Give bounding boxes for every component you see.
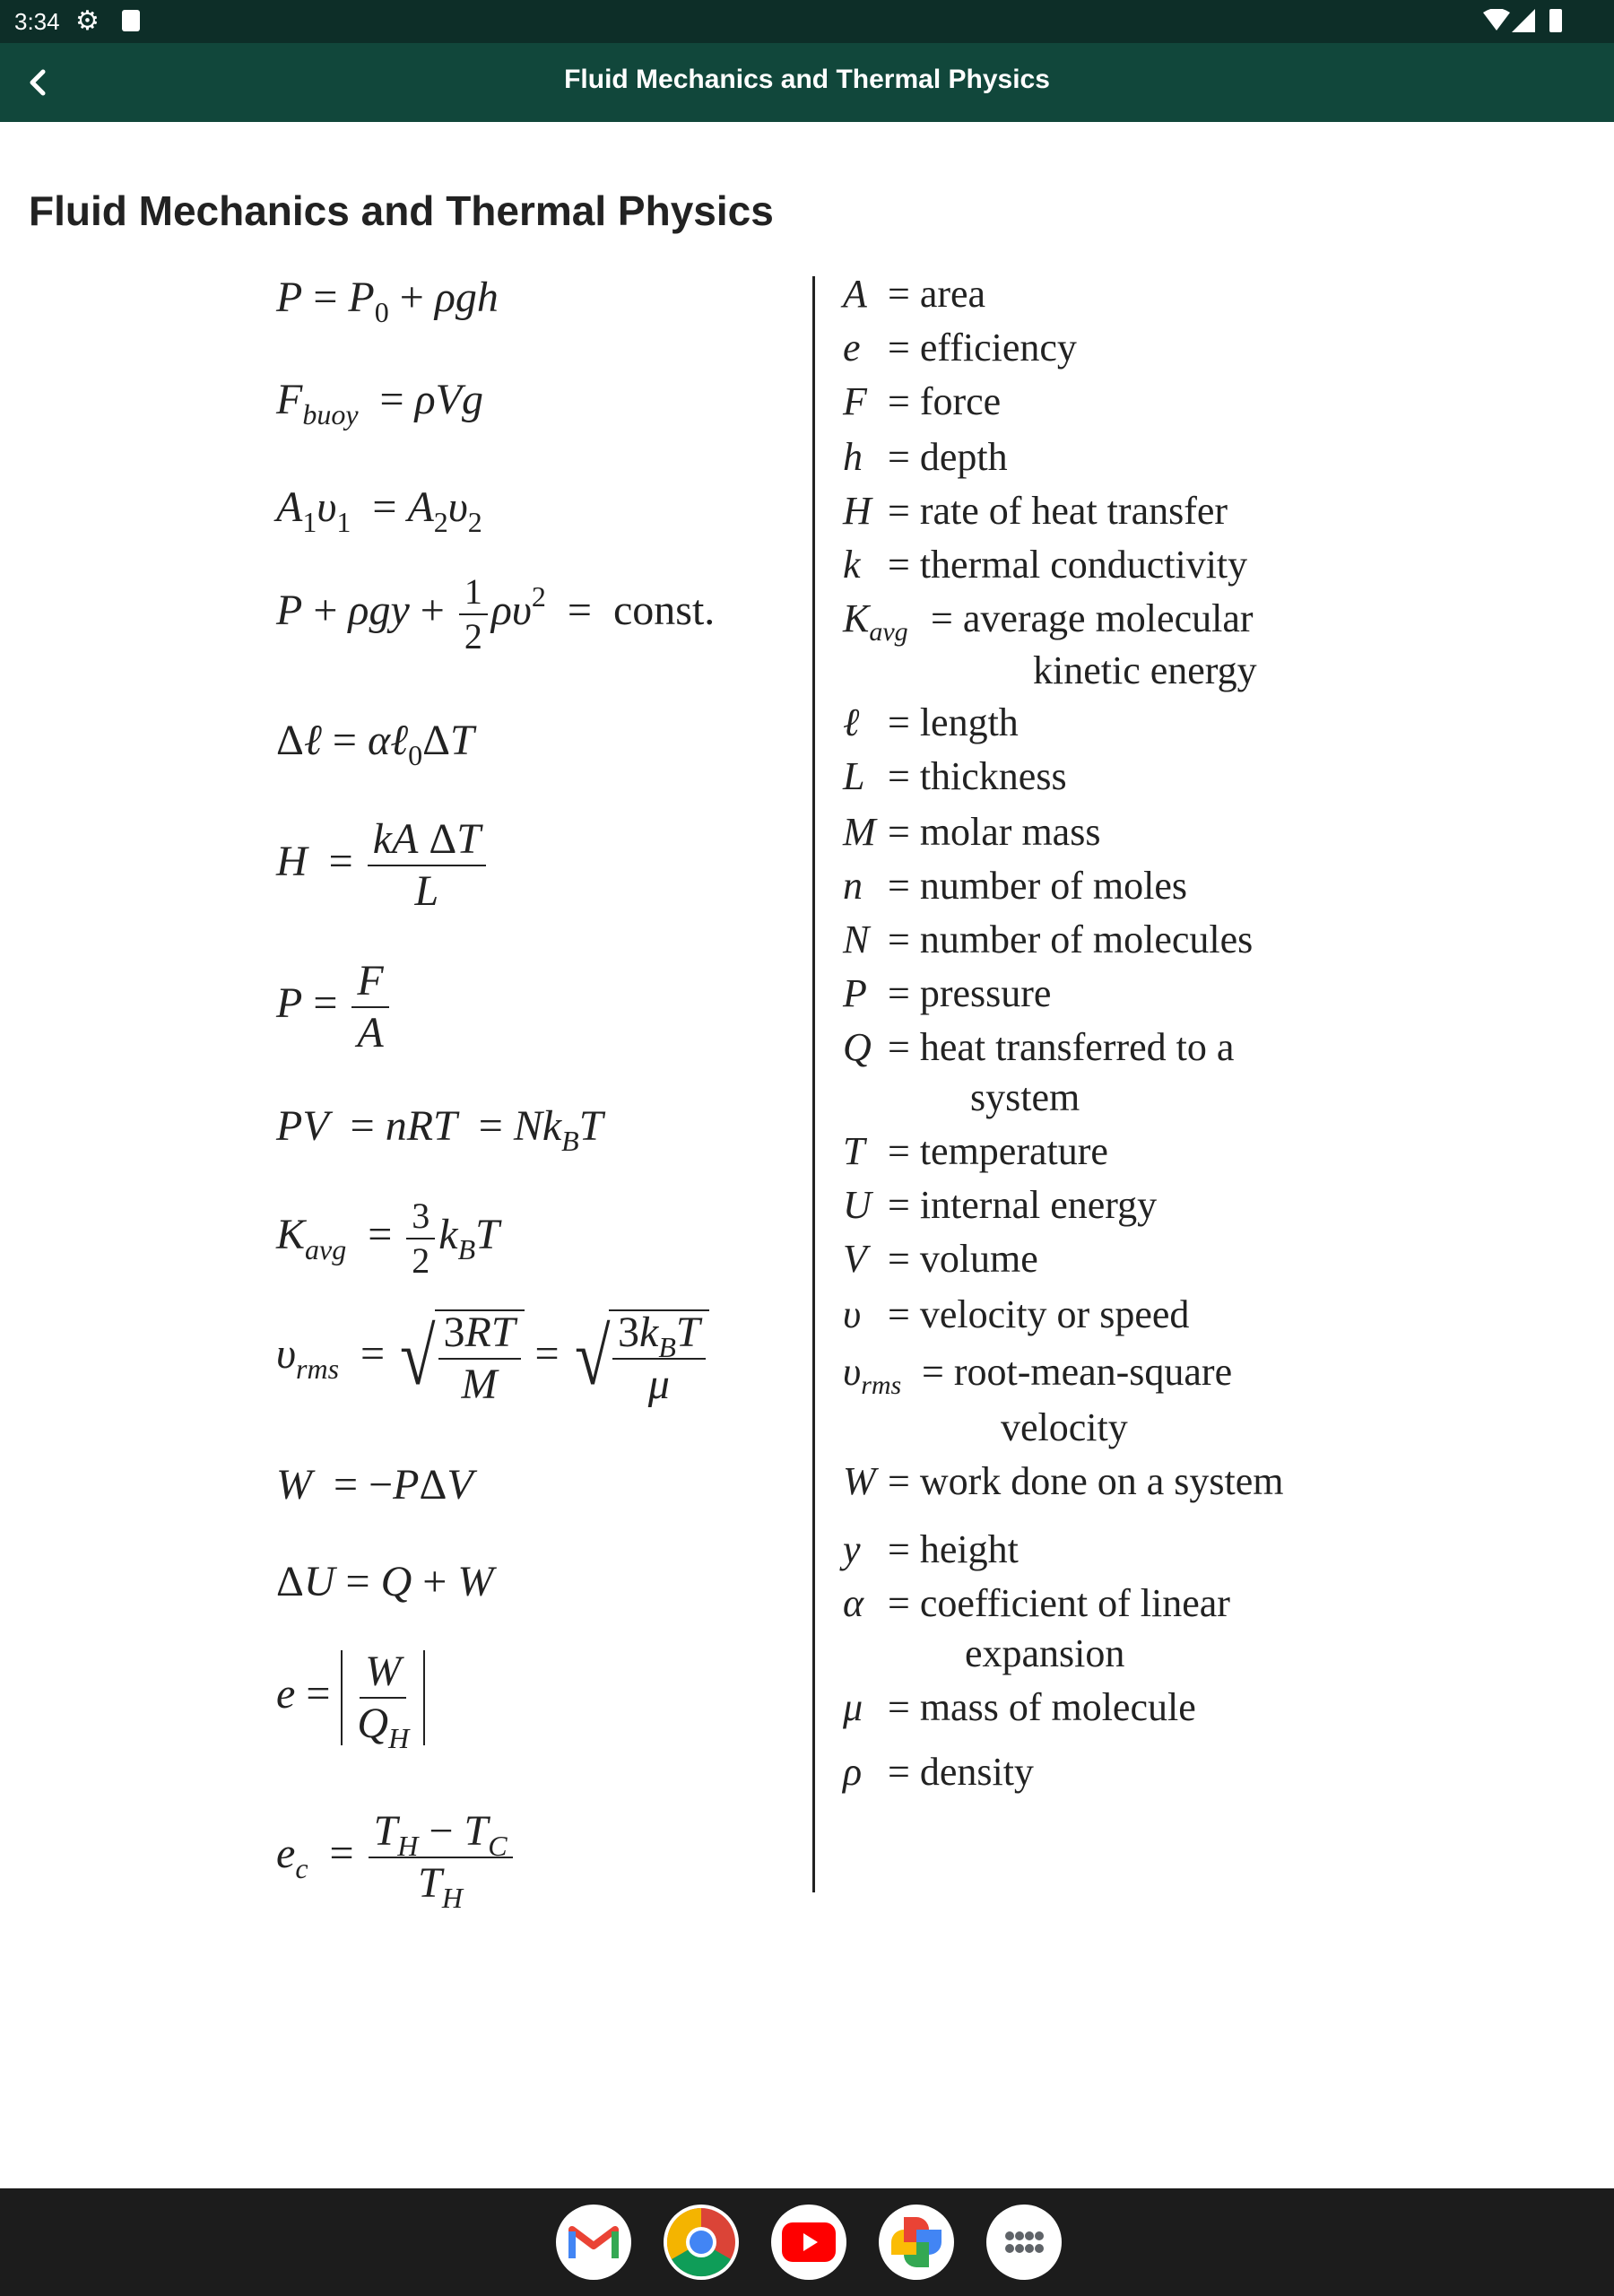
definition-continuation: velocity — [1001, 1405, 1128, 1449]
equation-pressure: P = $\frac{F}{A}$ — [276, 960, 393, 1055]
definition-row: H = rate of heat transfer — [843, 489, 1228, 533]
definition-row: υ = velocity or speed — [843, 1292, 1190, 1336]
equation-heat-conduction: H = $\frac{\text{kA ΔT}}{L}$ — [276, 818, 490, 913]
battery-icon — [1549, 9, 1562, 32]
equation-rms-velocity: $\upsilon_{rms}$ = √ $\frac{3RT}{M}$ = √ $\frac{3k_BT}{\mu}$ — [276, 1309, 709, 1406]
settings-gear-icon: ⚙ — [75, 6, 100, 36]
definition-row: e = efficiency — [843, 326, 1077, 370]
definition-row: N = number of molecules — [843, 918, 1254, 961]
status-bar — [0, 0, 1614, 43]
definition-row: n = number of moles — [843, 864, 1187, 908]
definition-row: α = coefficient of linear — [843, 1581, 1230, 1625]
definition-row: F = force — [843, 379, 1002, 423]
equation-hydrostatic-pressure: $P = P_0 + \rho gh$ — [276, 274, 499, 328]
definition-row: M = molar mass — [843, 810, 1101, 854]
chrome-icon[interactable] — [664, 2205, 739, 2280]
equation-work: W = −PΔV — [276, 1461, 473, 1509]
equation-carnot-efficiency: $e_c$ = $\frac{T_H - T_C}{T_H}$ — [276, 1810, 516, 1905]
app-drawer-glyph — [1004, 2229, 1044, 2256]
definition-row: ℓ = length — [843, 700, 1019, 744]
definition-row: y = height — [843, 1527, 1019, 1571]
page-title: Fluid Mechanics and Thermal Physics — [29, 187, 774, 234]
definition-row: h = depth — [843, 435, 1008, 479]
equation-efficiency: e = $\frac{W}{Q_H}$ — [276, 1650, 425, 1745]
definition-row: μ = mass of molecule — [843, 1685, 1196, 1729]
chrome-glyph — [665, 2206, 737, 2278]
equation-continuity: $A_1\upsilon_1 = A_2\upsilon_2$ — [276, 483, 482, 538]
app-bar — [0, 43, 1614, 122]
column-divider — [812, 276, 815, 1892]
wifi-icon — [1483, 9, 1510, 32]
youtube-icon[interactable] — [771, 2205, 846, 2280]
definition-continuation: expansion — [965, 1631, 1125, 1675]
equation-bernoulli: P + ρgy + $\frac{1}{2}$ $\rho\upsilon^2$ = const. — [276, 571, 716, 657]
definition-row: W = work done on a system — [843, 1459, 1284, 1503]
photos-icon[interactable] — [879, 2205, 954, 2280]
sd-card-icon — [122, 10, 140, 31]
definition-row: T = temperature — [843, 1129, 1108, 1173]
const-label: const. — [612, 587, 716, 635]
equation-average-kinetic-energy: $K_{avg}$ = $\frac{3}{2}$ $k_BT$ — [276, 1196, 499, 1281]
definition-row: k = thermal conductivity — [843, 543, 1248, 587]
definition-row: U = internal energy — [843, 1183, 1158, 1227]
definition-continuation: kinetic energy — [1033, 648, 1257, 692]
app-dock — [0, 2188, 1614, 2296]
signal-icon — [1512, 9, 1535, 32]
definition-row: P = pressure — [843, 971, 1052, 1015]
definition-row: $\upsilon_{rms}$ = root-mean-square — [843, 1350, 1233, 1400]
equation-first-law: ΔU = Q + W — [276, 1558, 494, 1605]
youtube-glyph — [782, 2222, 836, 2262]
status-time: 3:34 — [14, 8, 60, 35]
definition-row: Q = heat transferred to a — [843, 1025, 1235, 1069]
definition-row: A = area — [843, 272, 986, 316]
gmail-icon[interactable] — [556, 2205, 631, 2280]
definition-row: $K_{avg}$ = average molecular — [843, 596, 1254, 647]
definition-row: V = volume — [843, 1237, 1038, 1281]
gmail-glyph — [568, 2222, 619, 2262]
app-drawer-icon[interactable] — [986, 2205, 1062, 2280]
equation-ideal-gas: PV = nRT = $Nk_BT$ — [276, 1102, 603, 1157]
equation-linear-expansion: Δℓ = αℓ$_0$ΔT — [276, 717, 474, 771]
definition-continuation: system — [970, 1075, 1080, 1119]
definition-row: ρ = density — [843, 1750, 1034, 1794]
equation-buoyancy: $F_{buoy} = \rho Vg$ — [276, 376, 483, 430]
app-title: Fluid Mechanics and Thermal Physics — [564, 65, 1050, 94]
photos-glyph — [888, 2213, 945, 2271]
definition-row: L = thickness — [843, 754, 1067, 798]
